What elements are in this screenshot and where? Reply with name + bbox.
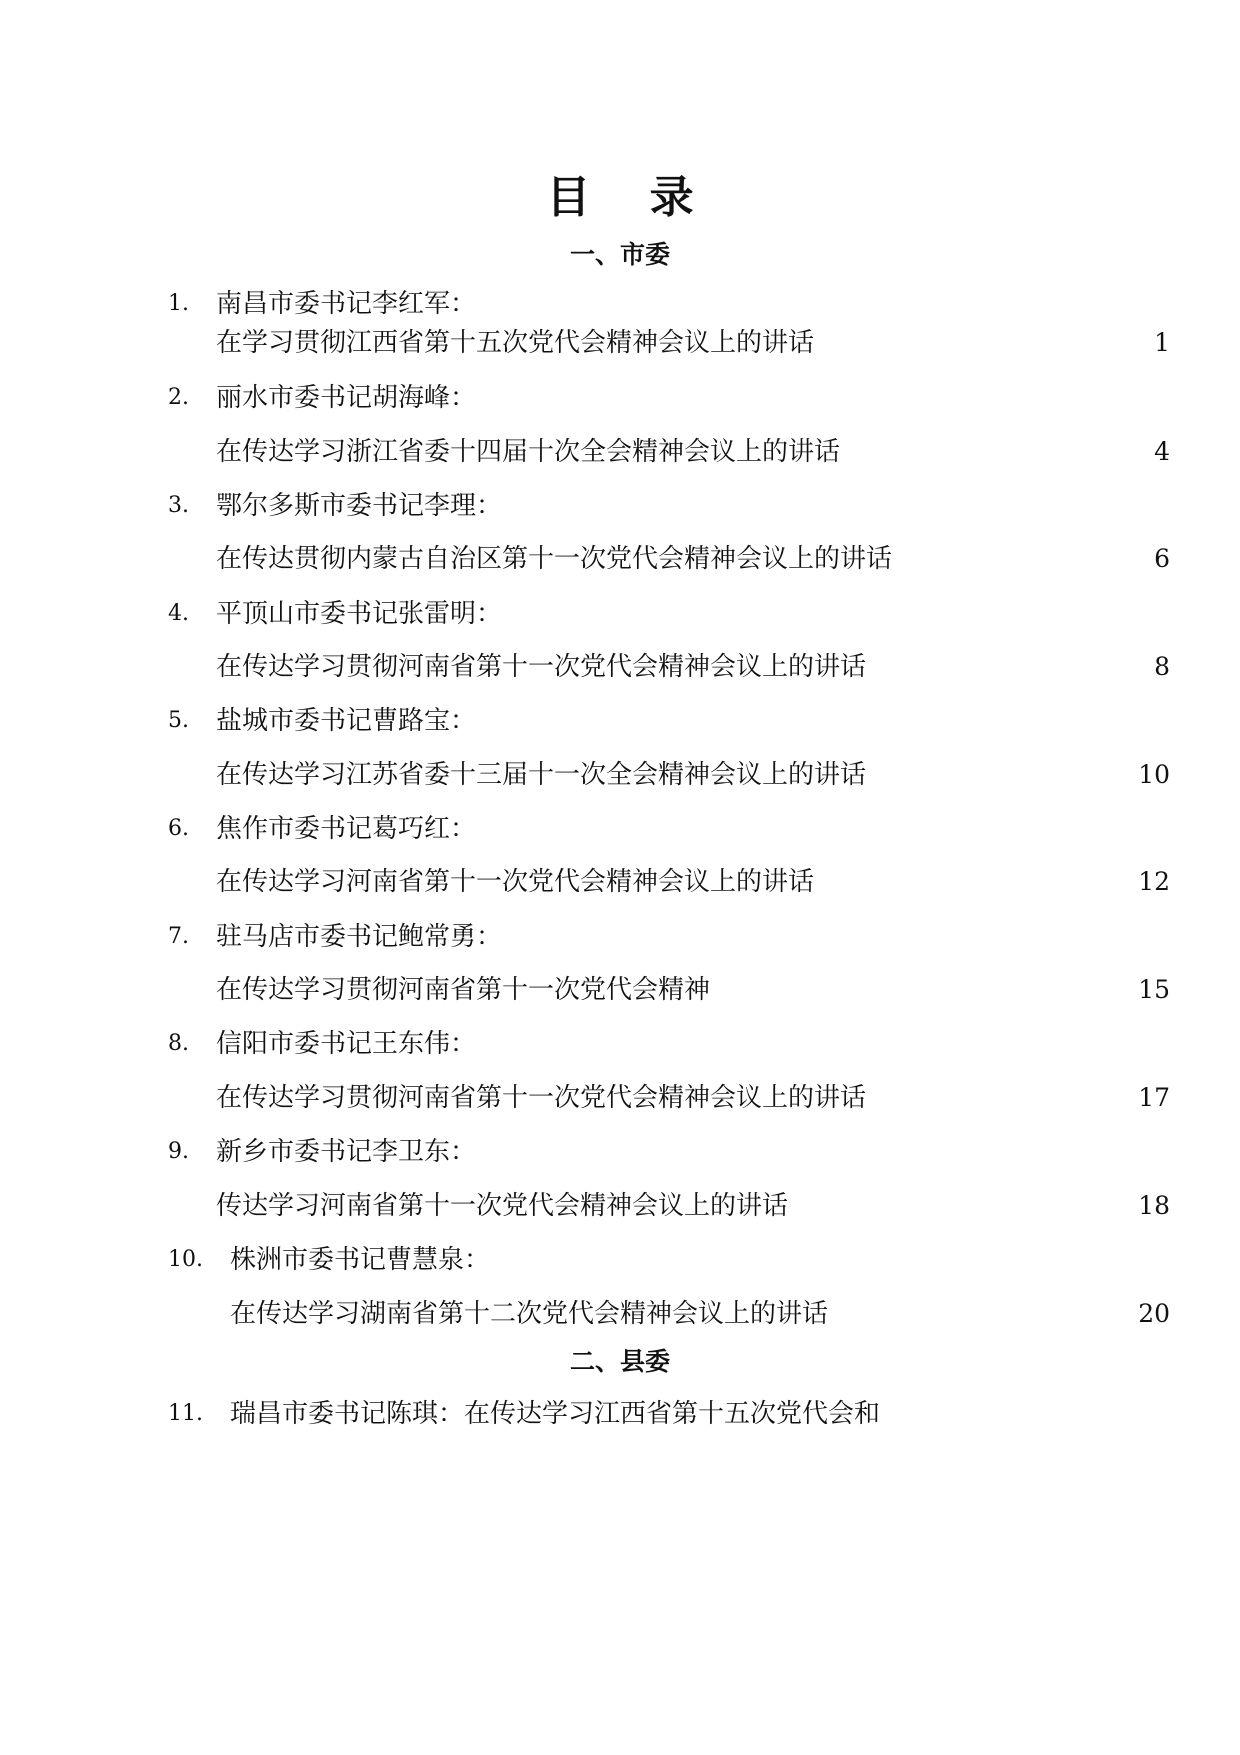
entry-author: 焦作市委书记葛巧红： [216, 814, 477, 844]
entry-speech: 传达学习河南省第十一次党代会精神会议上的讲话 [216, 1191, 789, 1221]
entry-speech: 在传达学习贯彻河南省第十一次党代会精神会议上的讲话 [216, 1083, 867, 1113]
entry-author: 平顶山市委书记张雷明： [216, 599, 503, 629]
entry-page-number: 8 [1154, 652, 1170, 681]
entry-number: 1. [168, 291, 189, 316]
entry-author: 驻马店市委书记鲍常勇： [216, 922, 503, 952]
entry-author: 信阳市委书记王东伟： [216, 1029, 477, 1059]
entry-number: 2. [168, 385, 189, 410]
entry-page-number: 6 [1154, 544, 1170, 573]
entry-number: 10. [168, 1247, 203, 1272]
entry-speech: 在传达学习江苏省委十三届十一次全会精神会议上的讲话 [216, 760, 867, 790]
entry-number: 11. [168, 1401, 203, 1426]
section-heading-city: 一、市委 [569, 240, 670, 269]
section-heading-county: 二、县委 [569, 1347, 670, 1376]
entry-number: 9. [168, 1139, 189, 1164]
entry-page-number: 1 [1154, 328, 1170, 357]
entry-number: 3. [168, 493, 189, 518]
entry-page-number: 4 [1154, 437, 1170, 466]
entry-speech: 在传达学习湖南省第十二次党代会精神会议上的讲话 [230, 1299, 829, 1329]
entry-page-number: 20 [1138, 1299, 1170, 1328]
entry-page-number: 12 [1138, 867, 1170, 896]
entry-number: 5. [168, 708, 189, 733]
entry-page-number: 18 [1138, 1191, 1170, 1220]
entry-author: 盐城市委书记曹路宝： [216, 706, 477, 736]
entry-number: 7. [168, 924, 189, 949]
entry-author: 鄂尔多斯市委书记李理： [216, 491, 503, 521]
entry-author: 瑞昌市委书记陈琪：在传达学习江西省第十五次党代会和 [230, 1399, 881, 1429]
entry-page-number: 15 [1138, 975, 1170, 1004]
entry-speech: 在传达贯彻内蒙古自治区第十一次党代会精神会议上的讲话 [216, 544, 893, 574]
entry-page-number: 10 [1138, 760, 1170, 789]
entry-speech: 在学习贯彻江西省第十五次党代会精神会议上的讲话 [216, 328, 815, 358]
entry-speech: 在传达学习贯彻河南省第十一次党代会精神 [216, 975, 711, 1005]
entry-page-number: 17 [1138, 1083, 1170, 1112]
page-title: 目 录 [546, 172, 716, 223]
entry-number: 6. [168, 816, 189, 841]
entry-speech: 在传达学习河南省第十一次党代会精神会议上的讲话 [216, 867, 815, 897]
entry-number: 8. [168, 1031, 189, 1056]
entry-number: 4. [168, 601, 189, 626]
entry-author: 新乡市委书记李卫东： [216, 1137, 477, 1167]
entry-author: 株洲市委书记曹慧泉： [230, 1245, 491, 1275]
entry-speech: 在传达学习浙江省委十四届十次全会精神会议上的讲话 [216, 437, 841, 467]
entry-author: 南昌市委书记李红军： [216, 289, 477, 319]
entry-speech: 在传达学习贯彻河南省第十一次党代会精神会议上的讲话 [216, 652, 867, 682]
entry-author: 丽水市委书记胡海峰： [216, 383, 477, 413]
